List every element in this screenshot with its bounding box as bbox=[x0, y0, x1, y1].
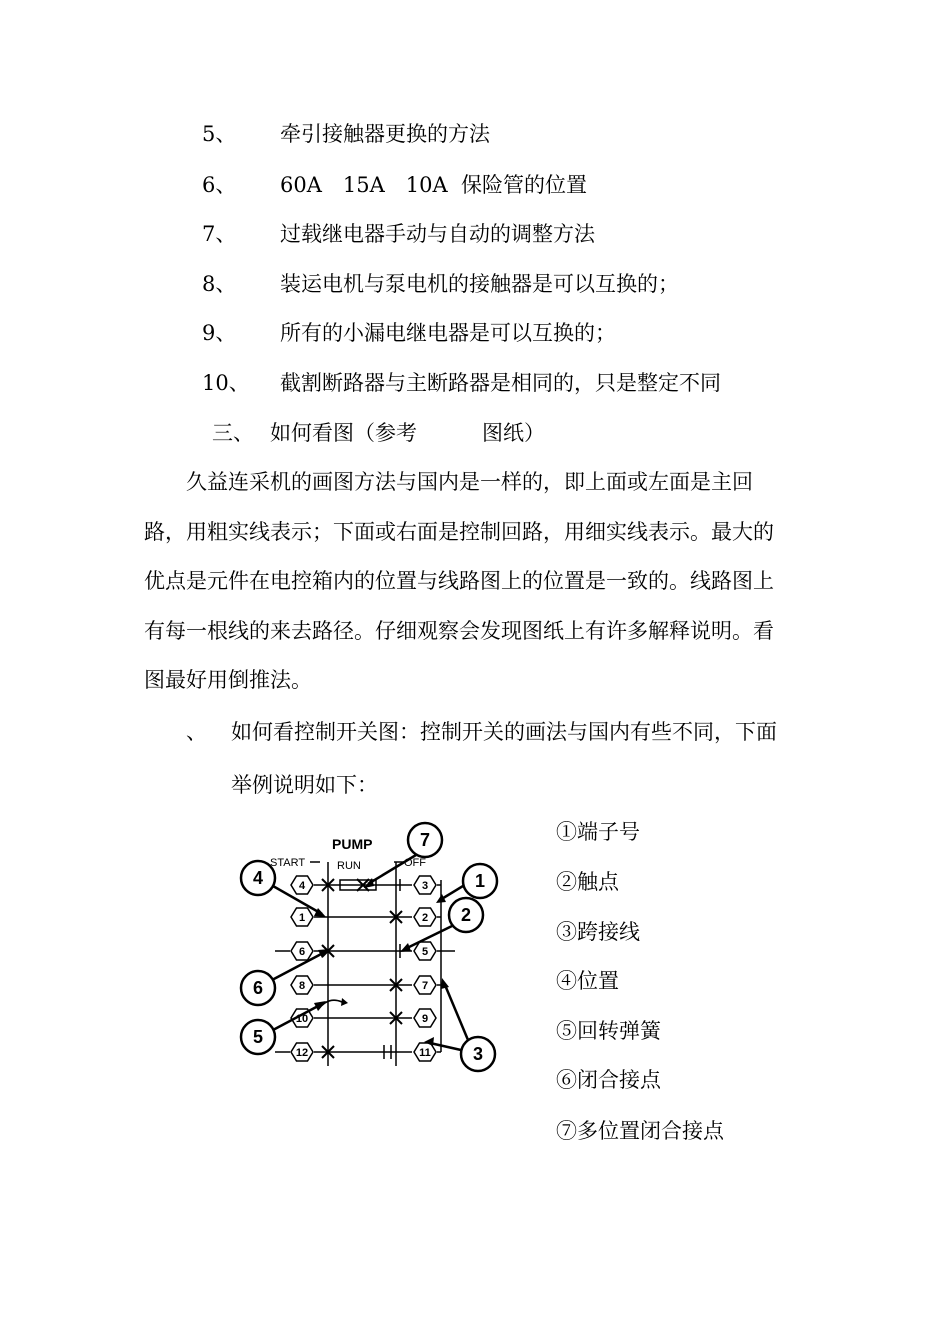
legend-item: ⑦多位置闭合接点 bbox=[556, 1119, 724, 1143]
position-run-label: RUN bbox=[337, 860, 361, 872]
terminal-label: 3 bbox=[421, 880, 429, 892]
diagram-title: PUMP bbox=[332, 836, 373, 852]
terminal-label: 1 bbox=[298, 912, 306, 924]
paragraph-line: 有每一根线的来去路径。仔细观察会发现图纸上有许多解释说明。看 bbox=[144, 618, 774, 643]
terminal-label: 8 bbox=[298, 980, 306, 992]
terminal-label: 4 bbox=[298, 880, 306, 892]
callout-5: 5 bbox=[252, 1027, 264, 1047]
item-number: 8、 bbox=[202, 272, 237, 296]
section-title: 如何看图（参考 bbox=[270, 421, 417, 445]
callout-2: 2 bbox=[460, 905, 472, 925]
callout-4: 4 bbox=[252, 868, 264, 888]
callout-7: 7 bbox=[419, 830, 431, 850]
terminal-label: 9 bbox=[421, 1013, 429, 1025]
callout-3: 3 bbox=[472, 1044, 484, 1064]
control-switch-diagram bbox=[230, 815, 510, 1075]
sub-item-number: 、 bbox=[186, 720, 207, 744]
item-number: 9、 bbox=[202, 321, 237, 345]
terminal-label: 6 bbox=[298, 946, 306, 958]
section-title-end: 图纸） bbox=[482, 421, 545, 445]
item-number: 10、 bbox=[202, 371, 250, 395]
item-text: 牵引接触器更换的方法 bbox=[280, 122, 490, 146]
position-start-label: START bbox=[270, 857, 306, 869]
legend-item: ⑤回转弹簧 bbox=[556, 1019, 661, 1043]
item-number: 7、 bbox=[202, 222, 237, 246]
terminal-label: 11 bbox=[419, 1047, 431, 1059]
item-text: 过载继电器手动与自动的调整方法 bbox=[280, 222, 595, 246]
item-number: 5、 bbox=[202, 122, 237, 146]
position-off-label: OFF bbox=[404, 857, 426, 869]
paragraph-line: 图最好用倒推法。 bbox=[144, 668, 312, 692]
sub-item-text-2: 举例说明如下： bbox=[231, 773, 378, 797]
section-number: 三、 bbox=[212, 421, 254, 445]
terminal-label: 7 bbox=[421, 980, 429, 992]
body-paragraph bbox=[144, 458, 810, 706]
item-number: 6、 bbox=[202, 173, 237, 197]
terminal-label: 12 bbox=[295, 1047, 309, 1059]
terminal-label: 5 bbox=[421, 946, 429, 958]
callout-6: 6 bbox=[252, 978, 264, 998]
terminal-label: 2 bbox=[421, 912, 429, 924]
paragraph-line: 久益连采机的画图方法与国内是一样的，即上面或左面是主回 bbox=[186, 470, 753, 494]
sub-item-text: 如何看控制开关图：控制开关的画法与国内有些不同，下面 bbox=[231, 720, 777, 744]
paragraph-line: 优点是元件在电控箱内的位置与线路图上的位置是一致的。线路图上 bbox=[144, 569, 774, 593]
legend-item: ①端子号 bbox=[556, 820, 640, 844]
item-text: 装运电机与泵电机的接触器是可以互换的； bbox=[280, 272, 679, 296]
legend-item: ⑥闭合接点 bbox=[556, 1068, 661, 1092]
terminal-label: 10 bbox=[295, 1013, 309, 1025]
paragraph-line: 路，用粗实线表示；下面或右面是控制回路，用细实线表示。最大的 bbox=[144, 519, 774, 544]
item-text: 所有的小漏电继电器是可以互换的； bbox=[280, 321, 616, 345]
item-text: 截割断路器与主断路器是相同的，只是整定不同 bbox=[280, 371, 721, 395]
item-text: 60A 15A 10A 保险管的位置 bbox=[280, 173, 588, 197]
legend-item: ②触点 bbox=[556, 870, 619, 894]
legend-item: ④位置 bbox=[556, 969, 619, 993]
callout-1: 1 bbox=[474, 871, 486, 891]
legend-item: ③跨接线 bbox=[556, 920, 640, 944]
